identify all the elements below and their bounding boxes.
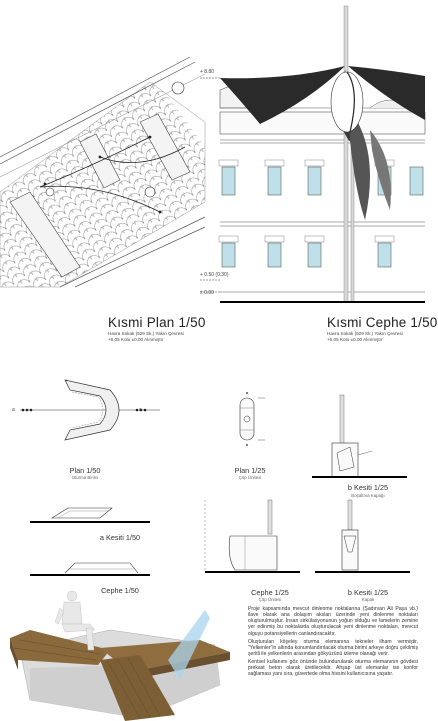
elevation-svg — [200, 0, 425, 310]
description-paragraph-1: Proje kapsamında mevcut dinlenme noktalarına (Şadırvan Ali Paşa vb.) ilave olarak ana dolaşım aksları üzerinde yeni dinlenme noktaları oluşturulmuştur. İnsan sirkülasyonunun yoğun olduğu ve lamelerin zemine yer edinmiş bu noktalarda oluşturulacak yeni dinlenme noktaları, mevcut olguyu potansiyellerin canlandıracaktır. — [248, 606, 418, 637]
detail-plan-125 — [225, 390, 275, 450]
elevation-125-sublabel: Çöp Ünitesi — [258, 597, 282, 602]
b-section-1-label: b Kesiti 1/25 — [347, 483, 389, 492]
level-top: + 8.80 — [200, 69, 215, 75]
detail-elevation-125 — [205, 500, 300, 580]
b-section-2-sublabel: Kapak — [361, 597, 375, 602]
elevation-150-label: Cephe 1/50 — [101, 586, 139, 595]
bench-rendering — [0, 590, 245, 721]
detail-b-section-lid — [315, 500, 410, 580]
section-mark-a-left: a — [12, 407, 15, 413]
plan-125-label: Plan 1/25 — [234, 466, 266, 475]
plan-125-sublabel: Çöp Ünitesi — [238, 475, 262, 480]
detail-b-section-drain — [312, 395, 407, 485]
elevation-125-label: Cephe 1/25 — [251, 588, 289, 597]
plan-150-sublabel: Oturma Birimi — [71, 475, 99, 480]
level-zero: ± 0.00 — [200, 290, 214, 296]
plan-subtitle-2: +6.05 Kotu ±0.00 Alınmıştır — [108, 337, 164, 342]
plan-svg — [0, 62, 205, 287]
plan-subtitle-1: Havra Sokak (929 Sk.) Yakın Çevresi — [108, 331, 184, 336]
partial-elevation-drawing — [200, 0, 425, 310]
b-section-1-sublabel: Boşaltma Kapağı — [351, 493, 385, 498]
detail-plan-150 — [20, 380, 170, 460]
upper-windows — [219, 160, 423, 195]
description-paragraph-3: Kentsel kullanımı göz önünde bulundurularak oturma elemanının gövdesi prekast beton olarak üretilecektir. Ahşap üst elemanlar ise konfor sağlaması yanı sıra, güvertede olma hissini kullanıcısına yaşatır. — [248, 658, 418, 678]
detail-a-section — [30, 500, 150, 530]
elevation-subtitle-1: Havra Sokak (929 Sk.) Yakın Çevresi — [327, 331, 403, 336]
level-mid: + 0.50 (0.30) — [200, 272, 229, 278]
project-description — [248, 606, 418, 679]
description-paragraph-2: Oluşturulan köşeley oturma elemanına tekneler ilham vermiştir. "Yelkenler"in altında konumlandırılacak oturma birimi arkeye doğru çekilmiş şeritli ile yelkenlerin arasından gökyüzünü izleme olanağı verir. — [248, 638, 418, 657]
elevation-title: Kısmi Cephe 1/50 — [327, 315, 438, 330]
a-section-label: a Kesiti 1/50 — [99, 533, 141, 542]
partial-plan-drawing — [0, 62, 205, 287]
detail-elevation-150 — [30, 555, 150, 585]
plan-title: Kısmi Plan 1/50 — [108, 315, 206, 330]
section-mark-a-right: a — [139, 407, 142, 413]
b-section-2-label: b Kesiti 1/25 — [347, 588, 389, 597]
elevation-subtitle-2: +6.05 Kotu ±0.00 Alınmıştır — [327, 337, 383, 342]
plan-150-label: Plan 1/50 — [69, 466, 101, 475]
